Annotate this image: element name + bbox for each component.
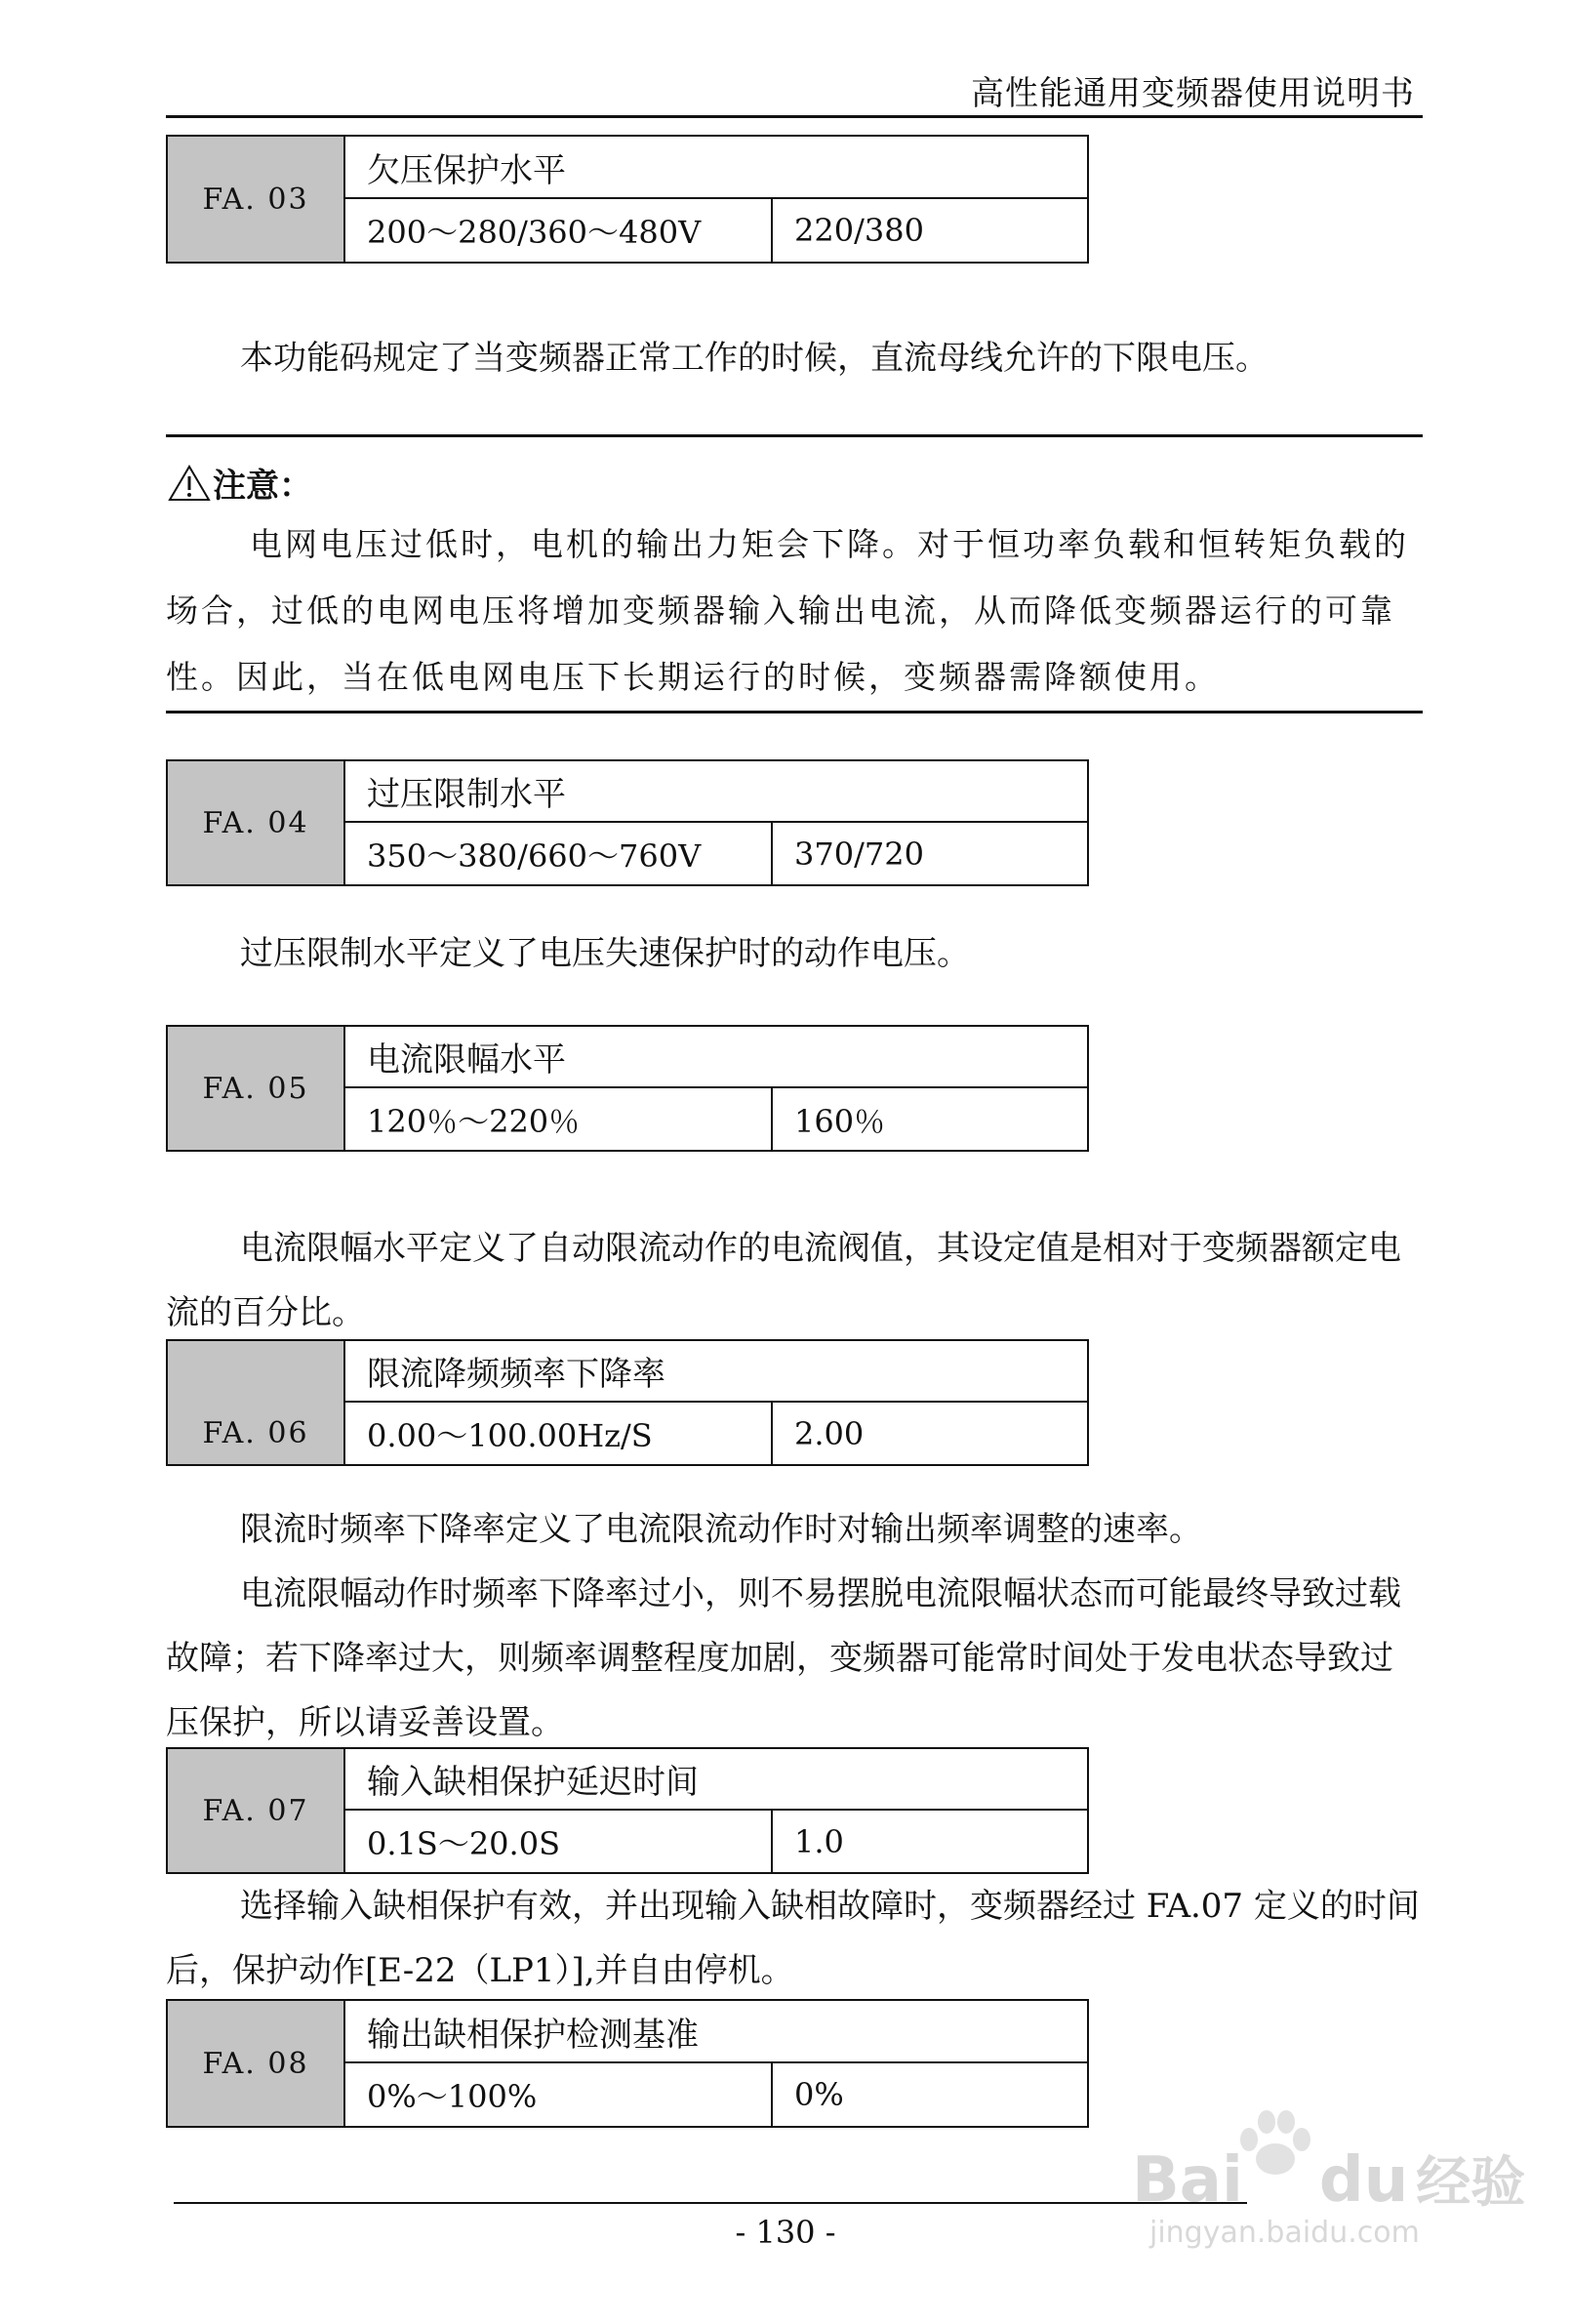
param-name: 输出缺相保护检测基准	[345, 2001, 1087, 2063]
param-table-fa05	[166, 1025, 1089, 1152]
param-name: 电流限幅水平	[345, 1027, 1087, 1088]
param-default: 370/720	[794, 835, 924, 873]
paragraph: 电流限幅水平定义了自动限流动作的电流阀值，其设定值是相对于变频器额定电流的百分比。	[166, 1229, 1401, 1332]
param-default: 2.00	[794, 1414, 865, 1452]
note-body: 电网电压过低时，电机的输出力矩会下降。对于恒功率负载和恒转矩负载的场合，过低的电网电压将增加变频器输入输出电流，从而降低变频器运行的可靠性。因此，当在低电网电压下长期运行的时候，变频器需降额使用。	[166, 525, 1409, 696]
watermark-brand-2: du	[1318, 2144, 1409, 2217]
paragraph: 限流时频率下降率定义了电流限流动作时对输出频率调整的速率。	[240, 1510, 1202, 1549]
paragraph: 电流限幅动作时频率下降率过小，则不易摆脱电流限幅状态而可能最终导致过载故障；若下降率过大，则频率调整程度加剧，变频器可能常时间处于发电状态导致过压保护，所以请妥善设置。	[166, 1574, 1401, 1742]
param-default: 220/380	[794, 212, 924, 249]
param-range: 350～380/660～760V	[345, 823, 773, 884]
param-default: 1.0	[794, 1822, 844, 1860]
param-code: FA. 08	[168, 2001, 345, 2126]
param-table-fa08	[166, 1999, 1089, 2128]
param-code: FA. 05	[168, 1027, 345, 1150]
param-name: 欠压保护水平	[345, 137, 1087, 199]
param-name: 输入缺相保护延迟时间	[345, 1749, 1087, 1811]
note-bottom-divider	[166, 711, 1423, 714]
param-table-fa06	[166, 1339, 1089, 1466]
paragraph: 本功能码规定了当变频器正常工作的时候，直流母线允许的下限电压。	[240, 339, 1269, 378]
note-top-divider	[166, 434, 1423, 437]
footer-divider	[174, 2202, 1247, 2204]
watermark-brand-3: 经验	[1416, 2151, 1526, 2215]
paragraph: 过压限制水平定义了电压失速保护时的动作电压。	[240, 934, 970, 973]
param-default: 160％	[794, 1102, 886, 1140]
header-title: 高性能通用变频器使用说明书	[971, 74, 1415, 113]
param-table-fa04	[166, 759, 1089, 886]
header-divider	[166, 115, 1423, 118]
param-name: 限流降频频率下降率	[345, 1341, 1087, 1403]
param-range: 0.00～100.00Hz/S	[345, 1403, 773, 1464]
page-number: - 130 -	[735, 2214, 836, 2251]
param-code: FA. 04	[168, 761, 345, 884]
watermark-url: jingyan.baidu.com	[1149, 2216, 1420, 2250]
param-range: 120％～220％	[345, 1088, 773, 1150]
param-range: 0.1S～20.0S	[345, 1811, 773, 1872]
param-code: FA. 07	[168, 1749, 345, 1872]
param-default: 0%	[794, 2076, 844, 2113]
warning-triangle-icon	[168, 464, 211, 503]
param-range: 0%～100%	[345, 2063, 773, 2126]
param-table-fa03	[166, 135, 1089, 264]
param-range: 200～280/360～480V	[345, 199, 773, 262]
paragraph: 选择输入缺相保护有效，并出现输入缺相故障时，变频器经过 FA.07 定义的时间后，保护动作[E-22（LP1）],并自由停机。	[166, 1887, 1420, 1990]
param-name: 过压限制水平	[345, 761, 1087, 823]
param-code: FA. 03	[168, 137, 345, 262]
param-table-fa07	[166, 1747, 1089, 1874]
watermark-brand: Bai	[1132, 2144, 1243, 2217]
note-title-text: 注意：	[213, 467, 312, 506]
note-title	[168, 459, 312, 507]
param-code: FA. 06	[168, 1341, 345, 1464]
